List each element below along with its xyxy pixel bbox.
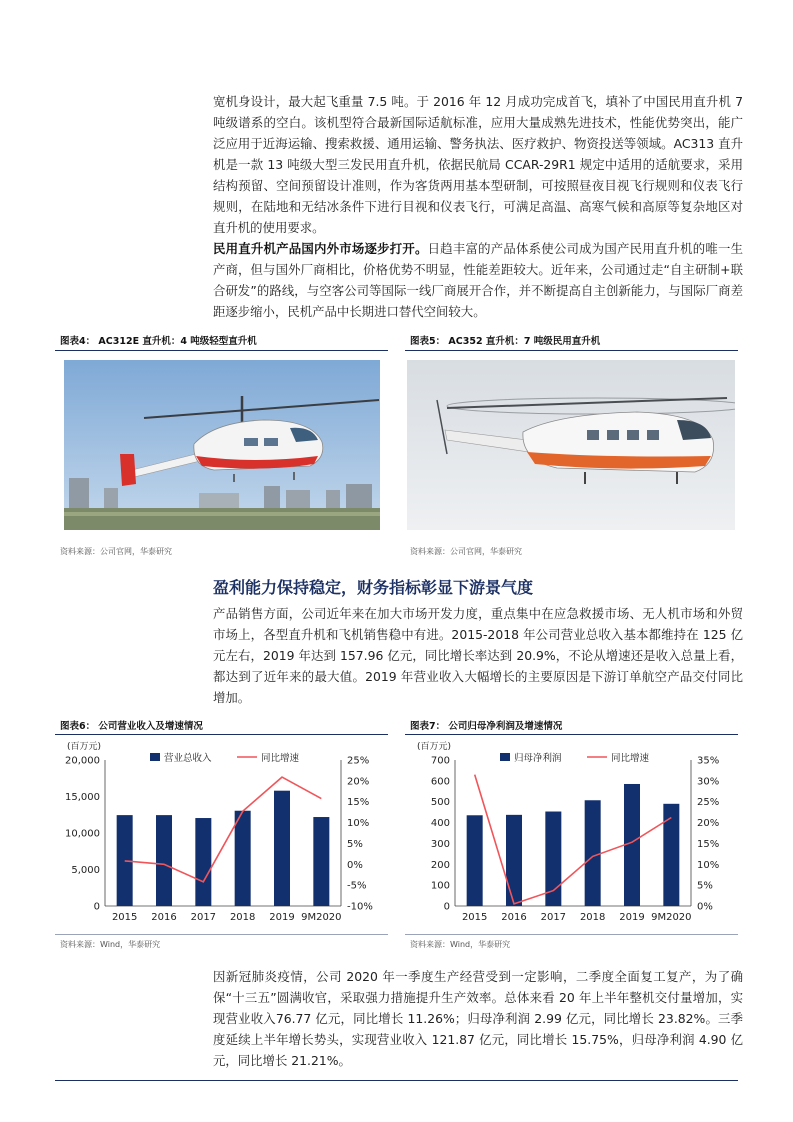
legend-bar-label: 营业总收入 [164, 753, 212, 764]
revenue-chart-svg [55, 736, 388, 932]
legend-line-label: 同比增速 [611, 753, 650, 764]
legend-bar-label: 归母净利润 [514, 753, 562, 764]
ac352-helicopter-photo [407, 360, 735, 530]
figure-4-source: 资料来源：公司官网，华泰研究 [60, 547, 172, 556]
left-axis-tick-label: 600 [430, 776, 450, 788]
chart-unit-label: (百万元) [417, 742, 452, 752]
right-axis-tick-label: 10% [347, 818, 370, 830]
left-axis-tick-label: 20,000 [65, 755, 100, 767]
x-axis-tick-label: 2017 [540, 912, 567, 923]
chart-unit-label: (百万元) [67, 742, 102, 752]
right-axis-tick-label: 10% [697, 859, 720, 871]
revenue-bar [195, 818, 211, 906]
left-axis-tick-label: 10,000 [65, 828, 100, 840]
right-axis-tick-label: 25% [347, 755, 370, 767]
x-axis-tick-label: 9M2020 [301, 912, 342, 923]
figure-7-rule [405, 734, 738, 735]
left-axis-tick-label: 400 [430, 818, 450, 830]
right-axis-tick-label: 15% [347, 797, 370, 809]
revenue-bar [585, 800, 601, 906]
market-paragraph-lead: 民用直升机产品国内外市场逐步打开。 [213, 241, 428, 256]
revenue-bar [663, 804, 679, 906]
intro-paragraph: 宽机身设计，最大起飞重量 7.5 吨。于 2016 年 12 月成功完成首飞，填补了中国民用直升机 7 吨级谱系的空白。该机型符合最新国际适航标准，应用大量成熟先进技术，性能优势突出，能广泛应用于近海运输、搜索救援、通用运输、警务执法、医疗救护、物资投送等领域。AC313 直升机是一款 13 吨级大型三发民用直升机，依据民航局 CCAR-29R1 规定中适用的适航要求，采用结构预留、空间预留设计准则，作为客货两用基本型研制，可按照昼夜目视飞行规则和仪表飞行规则，在陆地和无结冰条件下进行目视和仪表飞行，可满足高温、高寒气候和高原等复杂地区对直升机的使用要求。 [213, 94, 743, 235]
x-axis-tick-label: 2018 [579, 912, 606, 923]
x-axis-tick-label: 2019 [619, 912, 645, 923]
sales-paragraph: 产品销售方面，公司近年来在加大市场开发力度，重点集中在应急救援市场、无人机市场和外贸市场上，各型直升机和飞机销售稳中有进。2015-2018 年公司营业总收入基本都维持在 125 亿元左右，2019 年达到 157.96 亿元，同比增长率达到 20.9%，不论从增速还是收入总量上看，都达到了近年来的最大值。2019 年营业收入大幅增长的主要原因是下游订单航空产品交付同比增加。 [213, 606, 743, 705]
growth-rate-line [475, 775, 672, 904]
revenue-bar [467, 815, 483, 906]
revenue-bar [313, 817, 329, 906]
ac352-helicopter-illustration [407, 360, 735, 530]
x-axis-tick-label: 2018 [229, 912, 256, 923]
right-axis-tick-label: -10% [347, 901, 373, 913]
right-axis-tick-label: 15% [697, 838, 720, 850]
right-axis-tick-label: 20% [347, 776, 370, 788]
figure-4-title: 图表4： AC312E 直升机：4 吨级轻型直升机 [60, 336, 257, 347]
growth-rate-line [125, 777, 322, 882]
revenue-bar [117, 815, 133, 906]
figure-5-source: 资料来源：公司官网，华泰研究 [410, 547, 522, 556]
revenue-bar [235, 811, 251, 906]
legend-bar-swatch [500, 753, 510, 761]
left-axis-tick-label: 300 [430, 838, 450, 850]
left-axis-tick-label: 200 [430, 859, 450, 871]
figure-6-source: 资料来源：Wind，华泰研究 [60, 940, 161, 949]
figure-7-title: 图表7： 公司归母净利润及增速情况 [410, 721, 563, 732]
revenue-bar [506, 815, 522, 906]
market-paragraph-body: 日趋丰富的产品体系使公司成为国产民用直升机的唯一生产商，但与国外厂商相比，价格优势不明显，性能差距较大。近年来，公司通过走“自主研制+联合研发”的路线，与空客公司等国际一线厂商展开合作，并不断提高自主创新能力，与国际厂商差距逐步缩小，民机产品中长期进口替代空间较大。 [213, 241, 744, 319]
left-axis-tick-label: 15,000 [65, 792, 100, 803]
figure-6-rule [55, 734, 388, 735]
figure-7-source: 资料来源：Wind，华泰研究 [410, 940, 511, 949]
left-axis-tick-label: 0 [443, 901, 450, 913]
right-axis-tick-label: -5% [347, 880, 367, 892]
left-axis-tick-label: 5,000 [71, 865, 100, 876]
left-axis-tick-label: 0 [93, 901, 100, 913]
x-axis-tick-label: 2015 [461, 912, 488, 923]
figure-7-bottom-rule [405, 934, 738, 935]
legend-bar-swatch [150, 753, 160, 761]
right-axis-tick-label: 0% [697, 901, 713, 913]
x-axis-tick-label: 2017 [190, 912, 217, 923]
figure-6-title: 图表6： 公司营业收入及增速情况 [60, 721, 203, 732]
revenue-bar [156, 815, 172, 906]
ac312e-helicopter-illustration [64, 360, 380, 530]
right-axis-tick-label: 25% [697, 797, 720, 809]
right-axis-tick-label: 5% [697, 880, 713, 892]
x-axis-tick-label: 2016 [501, 912, 527, 923]
figure-4-rule [55, 350, 388, 351]
figure-5-rule [405, 350, 738, 351]
left-axis-tick-label: 700 [430, 755, 450, 767]
legend-line-label: 同比增速 [261, 753, 300, 764]
net-profit-chart-svg [405, 736, 738, 932]
right-axis-tick-label: 5% [347, 838, 363, 850]
right-axis-tick-label: 30% [697, 776, 720, 788]
net-profit-chart [405, 736, 738, 932]
covid-impact-paragraph: 因新冠肺炎疫情，公司 2020 年一季度生产经营受到一定影响，二季度全面复工复产，为了确保“十三五”圆满收官，采取强力措施提升生产效率。总体来看 20 年上半年整机交付量增加，实现营业收入76.77 亿元，同比增长 11.26%；归母净利润 2.99 亿元，同比增长 23.82%。三季度延续上半年增长势头，实现营业收入 121.87 亿元，同比增长 15.75%，归母净利润 4.90 亿元，同比增长 21.21%。 [213, 969, 743, 1068]
right-axis-tick-label: 20% [697, 818, 720, 830]
figure-5-title: 图表5： AC352 直升机：7 吨级民用直升机 [410, 336, 601, 347]
ac312e-helicopter-photo [64, 360, 380, 530]
right-axis-tick-label: 0% [347, 859, 363, 871]
revenue-bar [274, 791, 290, 906]
x-axis-tick-label: 2015 [111, 912, 138, 923]
right-axis-tick-label: 35% [697, 755, 720, 767]
revenue-chart [55, 736, 388, 932]
left-axis-tick-label: 100 [430, 880, 450, 892]
x-axis-tick-label: 9M2020 [651, 912, 692, 923]
market-paragraph [213, 238, 743, 322]
figure-6-bottom-rule [55, 934, 388, 935]
section-heading: 盈利能力保持稳定，财务指标彰显下游景气度 [213, 578, 534, 597]
left-axis-tick-label: 500 [430, 797, 450, 809]
footer-rule [55, 1080, 738, 1081]
x-axis-tick-label: 2016 [151, 912, 177, 923]
x-axis-tick-label: 2019 [269, 912, 295, 923]
